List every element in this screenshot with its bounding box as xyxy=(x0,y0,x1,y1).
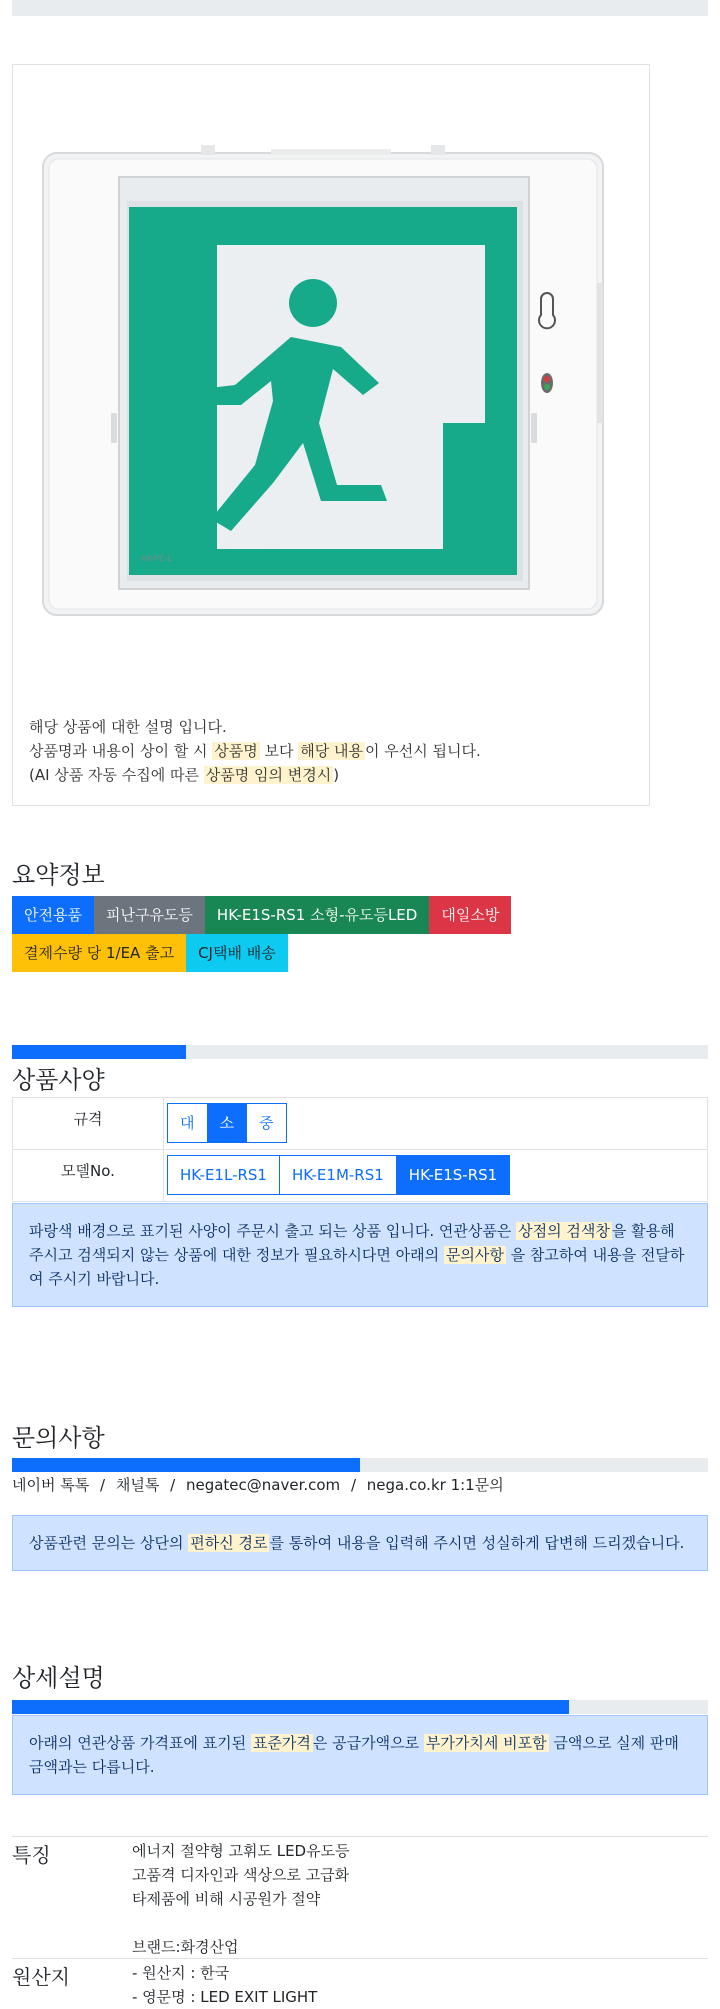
contact-site-inquiry[interactable]: nega.co.kr 1:1문의 xyxy=(366,1476,504,1494)
model-option-e1l[interactable]: HK-E1L-RS1 xyxy=(167,1155,280,1195)
text: ) xyxy=(333,766,340,784)
origin-label: 원산지 xyxy=(12,1965,70,1989)
top-bar xyxy=(12,0,708,16)
spec-title: 상품사양 xyxy=(12,1066,105,1094)
badge-shipping-qty: 결제수량 당 1/EA 출고 xyxy=(12,934,186,972)
size-option-large[interactable]: 대 xyxy=(167,1103,208,1143)
size-button-group xyxy=(167,1103,287,1143)
spec-progress xyxy=(12,1045,708,1059)
badge-maker[interactable]: 대일소방 xyxy=(429,896,511,934)
highlight-name-change: 상품명 임의 변경시 xyxy=(205,766,332,784)
inquiry-progress-bar xyxy=(12,1458,360,1472)
description-line-3 xyxy=(29,763,481,787)
size-option-small[interactable]: 소 xyxy=(207,1103,248,1143)
features-row xyxy=(12,1836,708,1959)
summary-title: 요약정보 xyxy=(12,861,105,889)
contact-links xyxy=(12,1474,504,1495)
origin-english-name: - 영문명 : LED EXIT LIGHT xyxy=(132,1988,318,2006)
contact-separator: / xyxy=(170,1476,176,1494)
contact-separator: / xyxy=(350,1476,357,1494)
badge-subcategory[interactable]: 피난구유도등 xyxy=(94,896,205,934)
text: 금액으로 실제 판매금액과는 다릅니다. xyxy=(29,1734,679,1776)
sign-model-text: HK-PC-L xyxy=(141,554,173,563)
highlight-standard-price: 표준가격 xyxy=(252,1734,311,1752)
spec-row-size xyxy=(13,1098,708,1150)
model-option-e1m[interactable]: HK-E1M-RS1 xyxy=(279,1155,397,1195)
spec-label-model: 모델No. xyxy=(13,1150,164,1202)
highlight-vat-excluded: 부가가치세 비포함 xyxy=(425,1734,547,1752)
description-line-2 xyxy=(29,739,481,763)
spec-progress-bar xyxy=(12,1045,186,1059)
origin-list xyxy=(132,1961,317,2009)
detail-title: 상세설명 xyxy=(12,1664,105,1692)
model-button-group xyxy=(167,1155,510,1195)
origin-country: - 원산지 : 한국 xyxy=(132,1964,230,1982)
product-image-card xyxy=(12,64,650,806)
inquiry-title: 문의사항 xyxy=(12,1424,105,1452)
feature-brand: 브랜드:화경산업 xyxy=(132,1938,239,1956)
feature-line xyxy=(132,1911,350,1935)
features-label: 특징 xyxy=(12,1843,51,1867)
contact-email[interactable]: negatec@naver.com xyxy=(185,1476,341,1494)
highlight-inquiry: 문의사항 xyxy=(445,1246,504,1264)
text: 이 우선시 됩니다. xyxy=(364,742,481,760)
badge-courier: CJ택배 배송 xyxy=(186,934,288,972)
contact-naver-talk[interactable]: 네이버 톡톡 xyxy=(12,1476,90,1494)
spec-options-model xyxy=(164,1150,708,1202)
feature-line: 타제품에 비해 시공원가 절약 xyxy=(132,1890,321,1908)
text: 을 참고하여 내용을 전달하여 주시기 바랍니다. xyxy=(29,1246,685,1288)
badge-category[interactable]: 안전용품 xyxy=(12,896,94,934)
highlight-search: 상점의 검색창 xyxy=(518,1222,610,1240)
highlight-content: 해당 내용 xyxy=(300,742,363,760)
spec-options-size xyxy=(164,1098,708,1150)
text: 파랑색 배경으로 표기된 사양이 주문시 출고 되는 상품 입니다. 연관상품은 xyxy=(29,1222,517,1240)
size-option-medium[interactable]: 중 xyxy=(246,1103,287,1143)
spec-label-size: 규격 xyxy=(13,1098,164,1150)
text: 상품명과 내용이 상이 할 시 xyxy=(29,742,213,760)
detail-progress xyxy=(12,1700,708,1714)
text: (AI 상품 자동 수집에 따른 xyxy=(29,766,204,784)
contact-channel-talk[interactable]: 채널톡 xyxy=(115,1476,160,1494)
spec-table xyxy=(12,1097,708,1202)
text: 를 통하여 내용을 입력해 주시면 성실하게 답변해 드리겠습니다. xyxy=(269,1534,685,1552)
text: 을 활용해 주시고 검색되지 않는 상품에 대한 정보가 필요하시다면 아래의 xyxy=(29,1222,675,1264)
spec-notice xyxy=(12,1203,708,1307)
text: 아래의 연관상품 가격표에 표기된 xyxy=(29,1734,251,1752)
inquiry-notice xyxy=(12,1515,708,1571)
exit-sign-image xyxy=(41,83,621,623)
text: 은 공급가액으로 xyxy=(312,1734,424,1752)
badge-product-name[interactable]: HK-E1S-RS1 소형-유도등LED xyxy=(205,896,429,934)
summary-badges-row-1 xyxy=(12,896,511,934)
origin-row xyxy=(12,1958,708,2006)
detail-progress-bar xyxy=(12,1700,569,1714)
inquiry-progress xyxy=(12,1458,708,1472)
text: 상품관련 문의는 상단의 xyxy=(29,1534,189,1552)
model-option-e1s[interactable]: HK-E1S-RS1 xyxy=(396,1155,510,1195)
detail-notice xyxy=(12,1715,708,1795)
features-list xyxy=(132,1839,350,1959)
image-description xyxy=(29,715,481,787)
text: 보다 xyxy=(259,742,299,760)
highlight-route: 편하신 경로 xyxy=(190,1534,268,1552)
highlight-product-name: 상품명 xyxy=(214,742,258,760)
feature-line: 고품격 디자인과 색상으로 고급화 xyxy=(132,1866,350,1884)
feature-line: 에너지 절약형 고휘도 LED유도등 xyxy=(132,1842,350,1860)
description-line-1: 해당 상품에 대한 설명 입니다. xyxy=(29,718,227,736)
contact-separator: / xyxy=(100,1476,106,1494)
spec-row-model xyxy=(13,1150,708,1202)
summary-badges-row-2 xyxy=(12,934,288,972)
